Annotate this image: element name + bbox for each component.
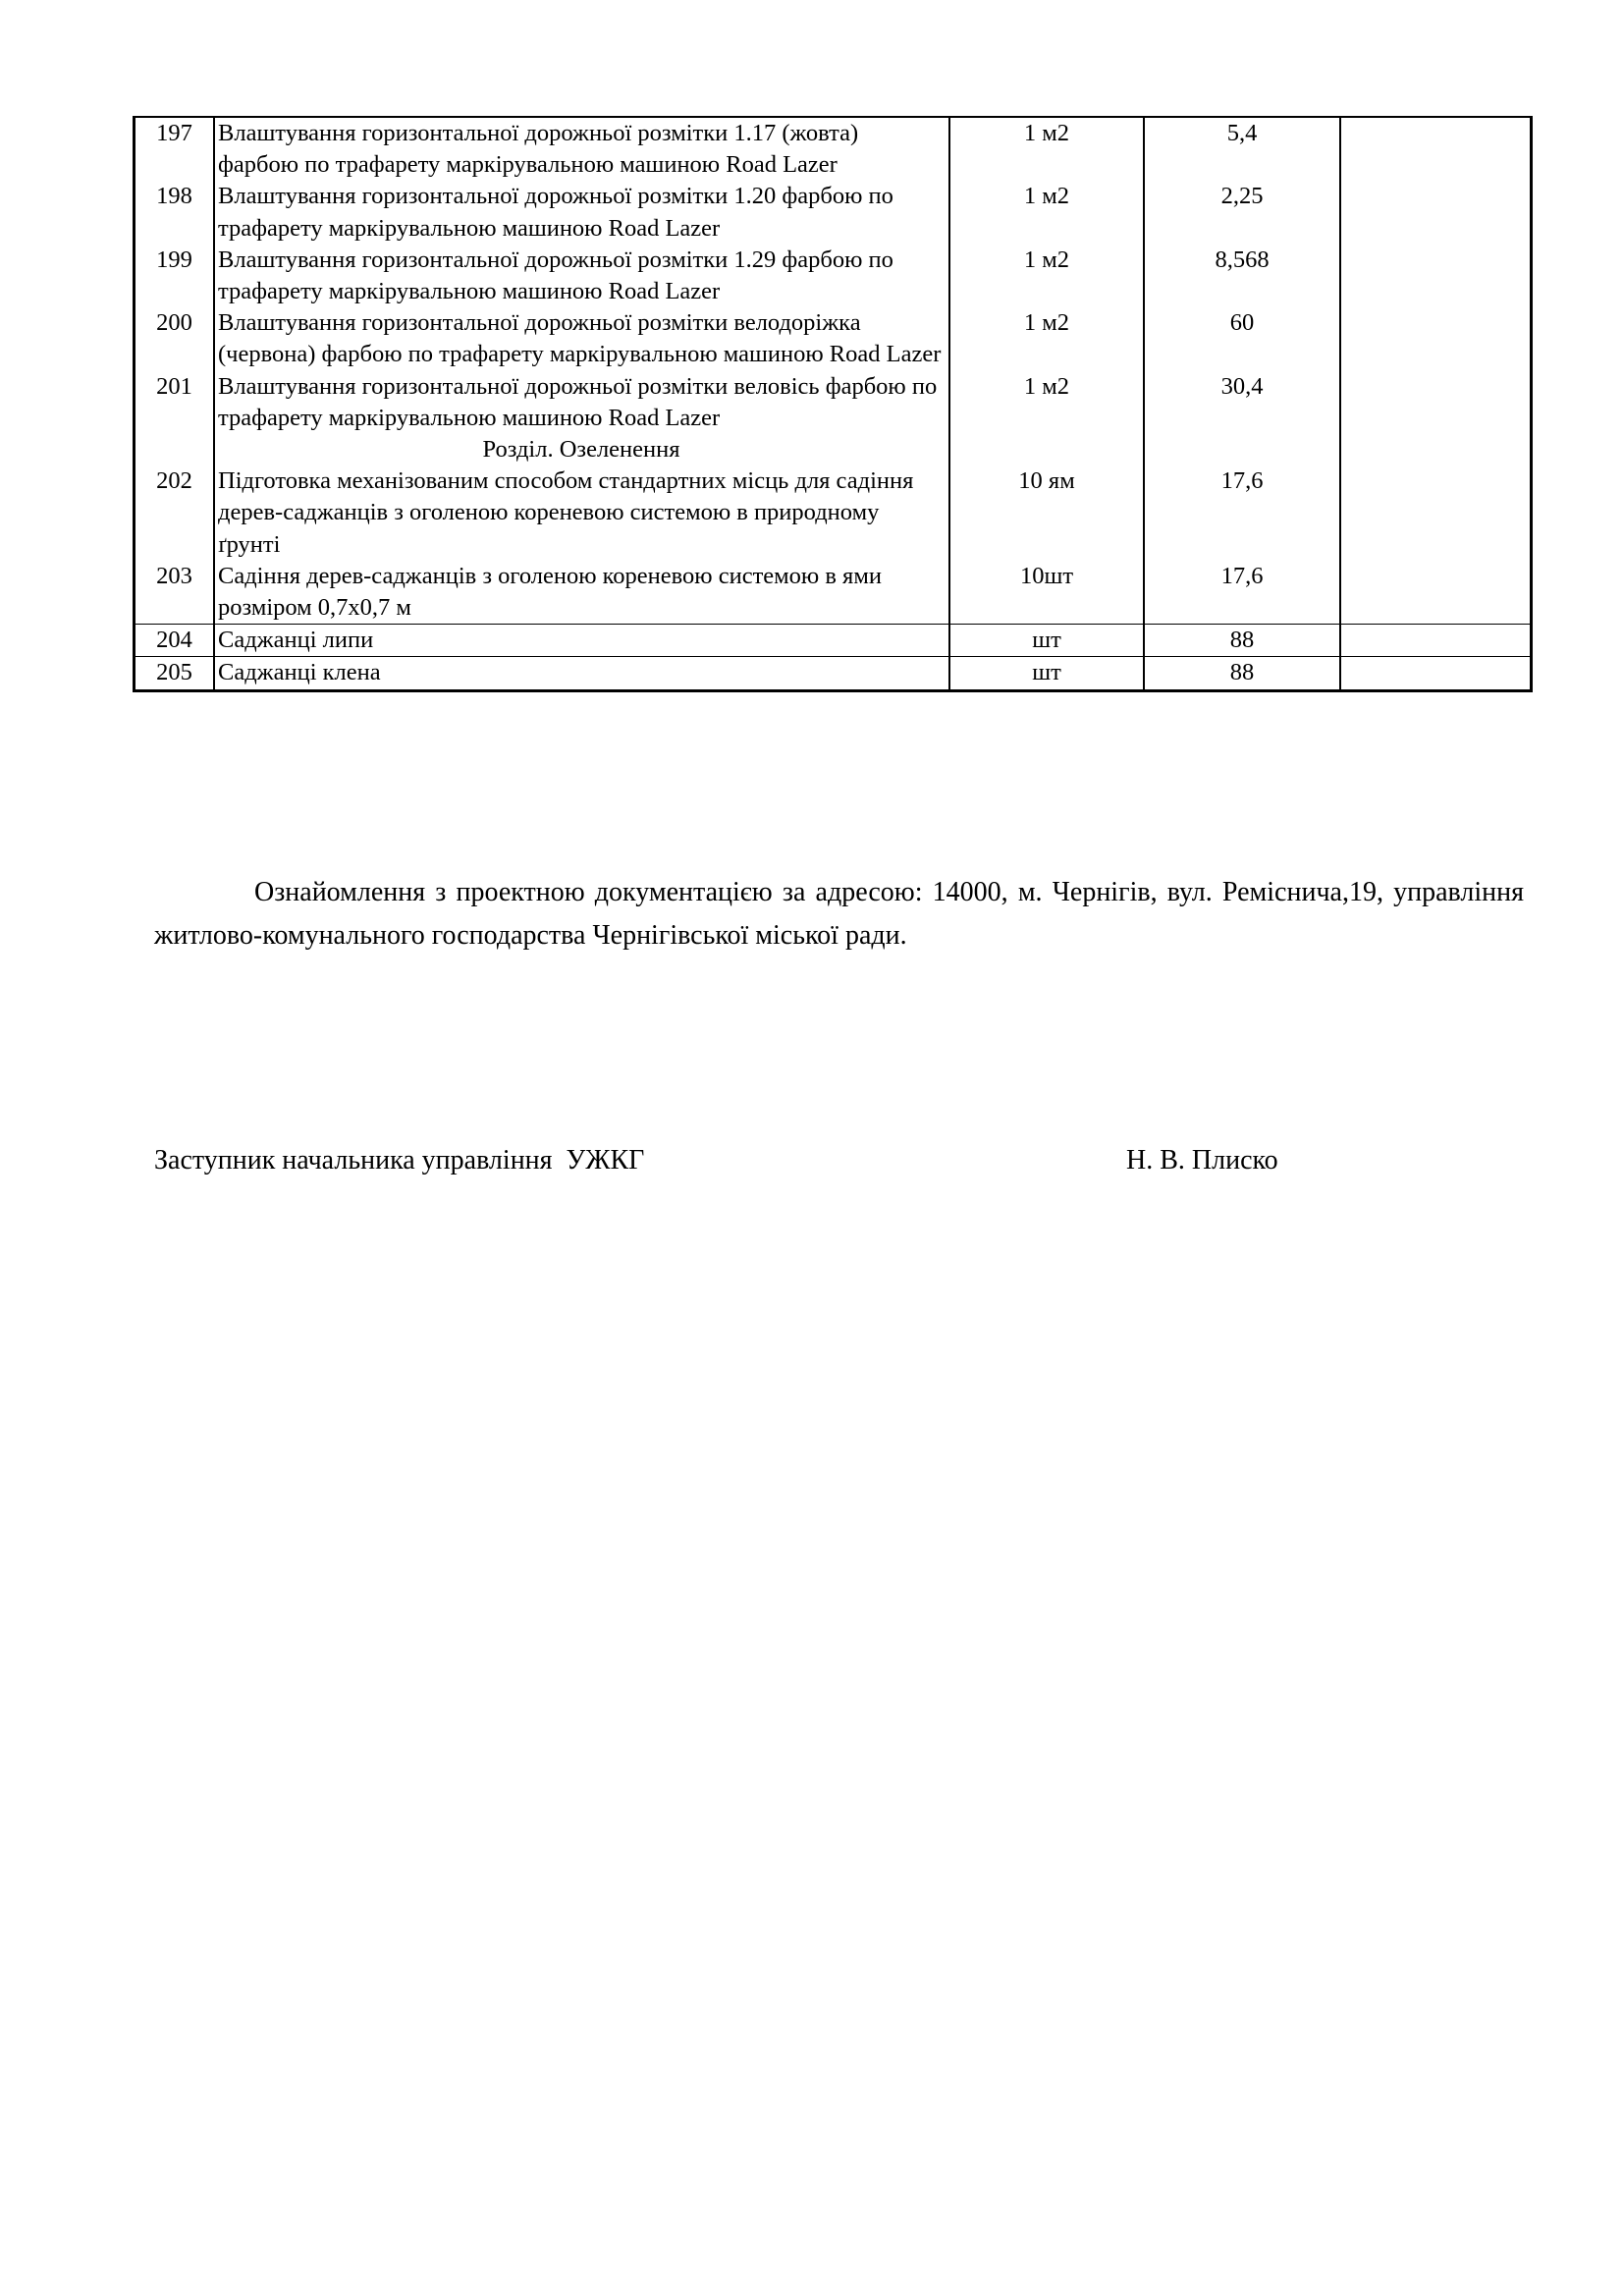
quantity-cell: 8,568 [1144, 245, 1340, 307]
work-description: Саджанці клена [214, 657, 949, 690]
notice-paragraph: Ознайомлення з проектною документацією за адресою: 14000, м. Чернігів, вул. Реміснича,19, управління житлово-комунального господарства Чернігівської міської ради. [154, 877, 1524, 951]
quantity-cell [1144, 434, 1340, 465]
quantity-cell: 17,6 [1144, 465, 1340, 561]
unit-cell: 1 м2 [949, 307, 1144, 370]
section-header-row [135, 434, 1532, 465]
quantity-cell: 2,25 [1144, 181, 1340, 244]
unit-cell [949, 434, 1144, 465]
quantity-cell: 5,4 [1144, 117, 1340, 181]
quantity-cell: 30,4 [1144, 371, 1340, 434]
note-cell [1340, 245, 1532, 307]
row-number: 198 [135, 181, 215, 244]
work-description: Влаштування горизонтальної дорожньої розмітки 1.20 фарбою по трафарету маркірувальною машиною Road Lazer [214, 181, 949, 244]
work-description: Саджанці липи [214, 625, 949, 657]
note-cell [1340, 561, 1532, 625]
note-cell [1340, 625, 1532, 657]
note-cell [1340, 307, 1532, 370]
work-description: Влаштування горизонтальної дорожньої розмітки 1.17 (жовта) фарбою по трафарету маркірувальною машиною Road Lazer [214, 117, 949, 181]
quantity-cell: 17,6 [1144, 561, 1340, 625]
note-cell [1340, 371, 1532, 434]
unit-cell: шт [949, 625, 1144, 657]
table-row [135, 657, 1532, 690]
table-row [135, 625, 1532, 657]
work-description: Влаштування горизонтальної дорожньої розмітки велодоріжка (червона) фарбою по трафарету маркірувальною машиною Road Lazer [214, 307, 949, 370]
row-number [135, 434, 215, 465]
table-row [135, 181, 1532, 244]
unit-cell: 10шт [949, 561, 1144, 625]
quantity-cell: 60 [1144, 307, 1340, 370]
row-number: 201 [135, 371, 215, 434]
work-description: Підготовка механізованим способом стандартних місць для садіння дерев-саджанців з оголеною кореневою системою в природному ґрунті [214, 465, 949, 561]
table-row [135, 465, 1532, 561]
table-row [135, 561, 1532, 625]
row-number: 197 [135, 117, 215, 181]
table-row [135, 245, 1532, 307]
row-number: 199 [135, 245, 215, 307]
table-row [135, 117, 1532, 181]
note-cell [1340, 117, 1532, 181]
works-table [133, 116, 1533, 692]
signatory-position: Заступник начальника управління УЖКГ [154, 1145, 645, 1175]
unit-cell: 1 м2 [949, 181, 1144, 244]
row-number: 205 [135, 657, 215, 690]
table-row [135, 371, 1532, 434]
unit-cell: шт [949, 657, 1144, 690]
row-number: 202 [135, 465, 215, 561]
unit-cell: 1 м2 [949, 245, 1144, 307]
note-cell [1340, 657, 1532, 690]
quantity-cell: 88 [1144, 657, 1340, 690]
row-number: 203 [135, 561, 215, 625]
work-description: Влаштування горизонтальної дорожньої розмітки 1.29 фарбою по трафарету маркірувальною машиною Road Lazer [214, 245, 949, 307]
unit-cell: 1 м2 [949, 117, 1144, 181]
work-description: Влаштування горизонтальної дорожньої розмітки веловісь фарбою по трафарету маркірувальною машиною Road Lazer [214, 371, 949, 434]
note-cell [1340, 434, 1532, 465]
row-number: 200 [135, 307, 215, 370]
row-number: 204 [135, 625, 215, 657]
signatory-name: Н. В. Плиско [1126, 1145, 1278, 1175]
table-row [135, 307, 1532, 370]
note-cell [1340, 465, 1532, 561]
unit-cell: 10 ям [949, 465, 1144, 561]
note-cell [1340, 181, 1532, 244]
work-description: Садіння дерев-саджанців з оголеною кореневою системою в ями розміром 0,7х0,7 м [214, 561, 949, 625]
quantity-cell: 88 [1144, 625, 1340, 657]
section-title: Розділ. Озеленення [214, 434, 949, 465]
unit-cell: 1 м2 [949, 371, 1144, 434]
